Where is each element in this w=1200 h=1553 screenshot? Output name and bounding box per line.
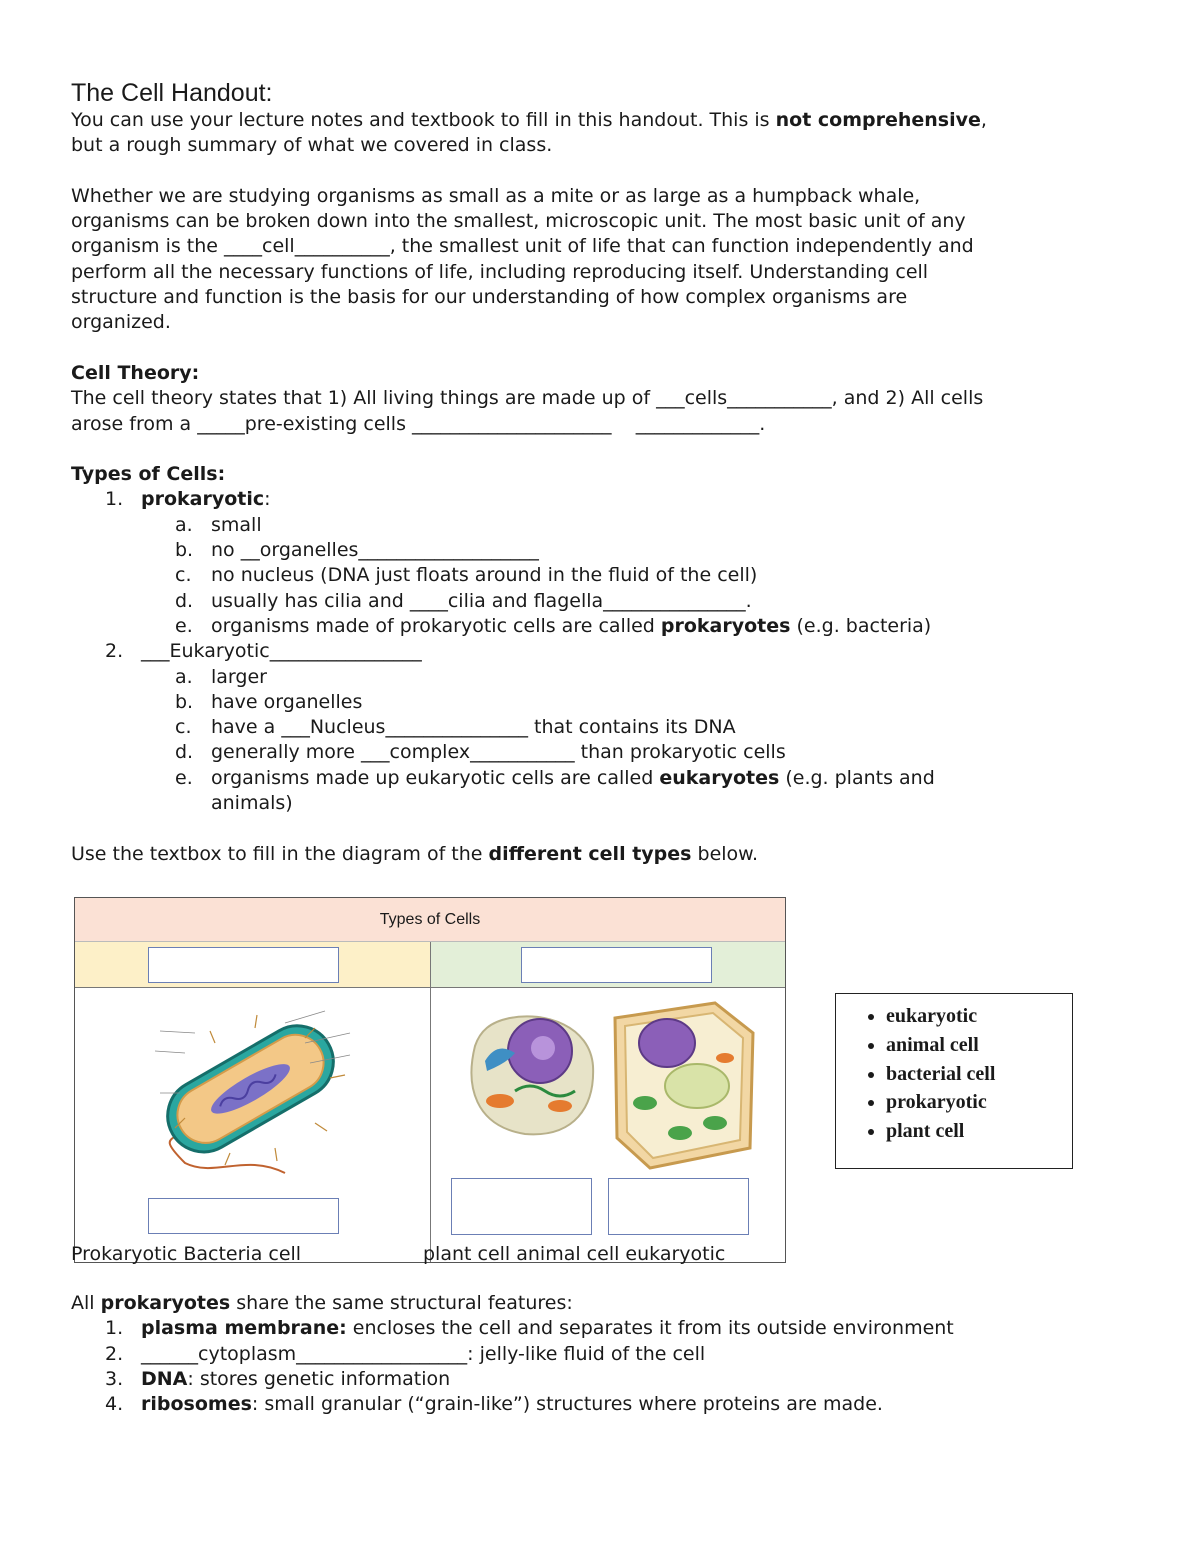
word-bank-item[interactable]: • eukaryotic <box>886 1002 1072 1031</box>
sub-item <box>71 766 1131 791</box>
feature-desc: : small granular (“grain-like”) structures where proteins are made. <box>251 1393 883 1416</box>
sub-item <box>71 715 1131 740</box>
feature-desc: encloses the cell and separates it from its outside environment <box>346 1317 954 1340</box>
fill-blank-cilia[interactable]: ____cilia and flagella_______________ <box>409 589 746 612</box>
sub-item <box>71 513 1131 538</box>
types-heading <box>71 462 1131 487</box>
feature-term: ribosomes <box>141 1393 252 1416</box>
caption-eukaryotic: plant cell animal cell eukaryotic <box>423 1243 726 1265</box>
word-bank-item[interactable]: • plant cell <box>886 1117 1072 1146</box>
intro-comma: , <box>980 109 987 131</box>
plant-cell-illustration <box>605 998 760 1173</box>
answer-box-prokaryotic[interactable] <box>148 947 339 983</box>
para-line-3 <box>71 234 1131 259</box>
bacteria-cell-illustration <box>135 1003 365 1183</box>
features-intro <box>71 1291 1131 1316</box>
cell-types-diagram <box>74 897 786 1263</box>
para-line-6: organized. <box>71 311 171 334</box>
bold-term: eukaryotes <box>659 766 780 789</box>
sub-text: have organelles <box>211 690 363 713</box>
fill-blank-cells[interactable]: ___cells___________ <box>656 387 832 410</box>
period: . <box>759 412 766 435</box>
sub-letter: c. <box>175 716 192 739</box>
sub-item <box>71 690 1131 715</box>
feature-term: plasma membrane: <box>141 1317 347 1340</box>
sub-text: no <box>211 539 241 562</box>
para-text: organism is the <box>71 235 225 258</box>
para-line-2: organisms can be broken down into the smallest, microscopic unit. The most basic unit of any <box>71 210 966 233</box>
fill-blank-cytoplasm[interactable]: ______cytoplasm__________________ <box>141 1342 468 1365</box>
word-bank <box>835 993 1073 1169</box>
para-line-4: perform all the necessary functions of life, including reproducing itself. Understanding cell <box>71 260 929 283</box>
para-text: , the smallest unit of life that can function independently and <box>389 235 974 258</box>
features-text: share the same structural features: <box>230 1292 573 1314</box>
bold-term: prokaryotes <box>100 1292 231 1314</box>
heading-text: Cell Theory: <box>71 361 200 384</box>
intro-emphasis: not comprehensive <box>775 109 981 131</box>
fill-blank-cell[interactable]: ____cell__________ <box>224 235 390 258</box>
sub-text: no nucleus (DNA just floats around in the fluid of the cell) <box>211 564 758 587</box>
instruction-text: below. <box>691 842 758 865</box>
list-number: 2. <box>105 1342 124 1365</box>
sub-item <box>71 538 1131 563</box>
sub-item-wrap: animals) <box>211 792 293 815</box>
list-item <box>71 639 1131 664</box>
instruction-text: Use the textbox to fill in the diagram of the <box>71 842 489 865</box>
sub-letter: d. <box>175 741 194 764</box>
fill-blank-complex[interactable]: ___complex___________ <box>361 741 575 764</box>
fill-blank-organelles[interactable]: __organelles___________________ <box>240 539 539 562</box>
sub-letter: c. <box>175 564 192 587</box>
sub-text: organisms made up eukaryotic cells are called <box>211 766 660 789</box>
sub-letter: b. <box>175 690 194 713</box>
theory-text: , and 2) All cells <box>831 387 984 410</box>
animal-cell-illustration <box>455 1006 600 1141</box>
sub-text: organisms made of prokaryotic cells are called <box>211 614 661 637</box>
intro-text: You can use your lecture notes and textbook to fill in this handout. This is <box>71 109 776 131</box>
cell-theory-line-2 <box>71 412 1131 437</box>
page-title: The Cell Handout: <box>71 79 273 107</box>
fill-blank-pre-existing[interactable]: _____pre-existing cells _____________________ <box>197 412 612 435</box>
fill-blank-extra[interactable]: _____________ <box>635 412 760 435</box>
intro-line-2: but a rough summary of what we covered in class. <box>71 134 553 157</box>
answer-box-plant[interactable] <box>608 1178 749 1235</box>
feature-item <box>71 1342 1131 1367</box>
cell-theory-heading <box>71 361 1131 386</box>
feature-term: DNA <box>141 1367 188 1390</box>
sub-letter: e. <box>175 614 193 637</box>
caption-prokaryotic: Prokaryotic Bacteria cell <box>71 1243 302 1265</box>
word-bank-item[interactable]: • prokaryotic <box>886 1088 1072 1117</box>
sub-item <box>71 614 1131 639</box>
sub-item <box>71 589 1131 614</box>
fill-blank-eukaryotic[interactable]: ___Eukaryotic________________ <box>141 640 422 663</box>
theory-text: The cell theory states that 1) All living things are made up of <box>71 387 657 410</box>
heading-text: Types of Cells: <box>71 463 226 486</box>
cell-theory-line-1 <box>71 386 1131 411</box>
feature-desc: : stores genetic information <box>187 1367 451 1390</box>
sub-text: that contains its DNA <box>527 716 736 739</box>
sub-letter: a. <box>175 665 193 688</box>
feature-item <box>71 1316 1131 1341</box>
sub-text: small <box>211 513 262 536</box>
handout-page <box>71 78 1131 867</box>
para-line-5: structure and function is the basis for our understanding of how complex organisms are <box>71 286 908 309</box>
feature-item <box>71 1367 1131 1392</box>
sub-letter: d. <box>175 589 194 612</box>
sub-item <box>71 740 1131 765</box>
sub-text: (e.g. bacteria) <box>790 614 932 637</box>
fill-blank-nucleus[interactable]: ___Nucleus_______________ <box>281 716 528 739</box>
feature-item <box>71 1392 1131 1417</box>
instruction-emphasis: different cell types <box>488 842 692 865</box>
spacer <box>612 413 636 435</box>
sub-text: than prokaryotic cells <box>574 741 786 764</box>
diagram-title: Types of Cells <box>75 898 785 942</box>
sub-item <box>71 665 1131 690</box>
list-number: 1. <box>105 488 124 511</box>
bold-term: prokaryotes <box>660 614 791 637</box>
sub-letter: e. <box>175 766 193 789</box>
sub-item <box>71 563 1131 588</box>
answer-box-animal[interactable] <box>451 1178 592 1235</box>
answer-box-eukaryotic[interactable] <box>521 947 712 983</box>
sub-text: (e.g. plants and <box>779 766 935 789</box>
diagram-instruction <box>71 842 1131 867</box>
sub-letter: b. <box>175 539 194 562</box>
colon: : <box>264 488 271 511</box>
list-number: 3. <box>105 1367 124 1390</box>
para-line-1: Whether we are studying organisms as small as a mite or as large as a humpback whale, <box>71 184 921 207</box>
word-bank-item[interactable]: • animal cell <box>886 1031 1072 1060</box>
list-item <box>71 487 1131 512</box>
theory-text: arose from a <box>71 412 198 435</box>
answer-box-bacteria[interactable] <box>148 1198 339 1234</box>
sub-text: larger <box>211 665 267 688</box>
sub-text: usually has cilia and <box>211 589 410 612</box>
list-number: 4. <box>105 1393 124 1416</box>
sub-text: have a <box>211 716 282 739</box>
type-label: prokaryotic <box>141 488 265 511</box>
features-text: All <box>71 1292 101 1314</box>
features-section <box>71 1291 1131 1417</box>
diagram-divider <box>430 942 431 1262</box>
sub-letter: a. <box>175 513 193 536</box>
list-number: 2. <box>105 640 124 663</box>
intro-line-1 <box>71 108 1131 133</box>
sub-text: . <box>745 589 752 612</box>
sub-text: generally more <box>211 741 362 764</box>
word-bank-item[interactable]: • bacterial cell <box>886 1060 1072 1089</box>
feature-desc: : jelly-like fluid of the cell <box>467 1342 706 1365</box>
list-number: 1. <box>105 1317 124 1340</box>
